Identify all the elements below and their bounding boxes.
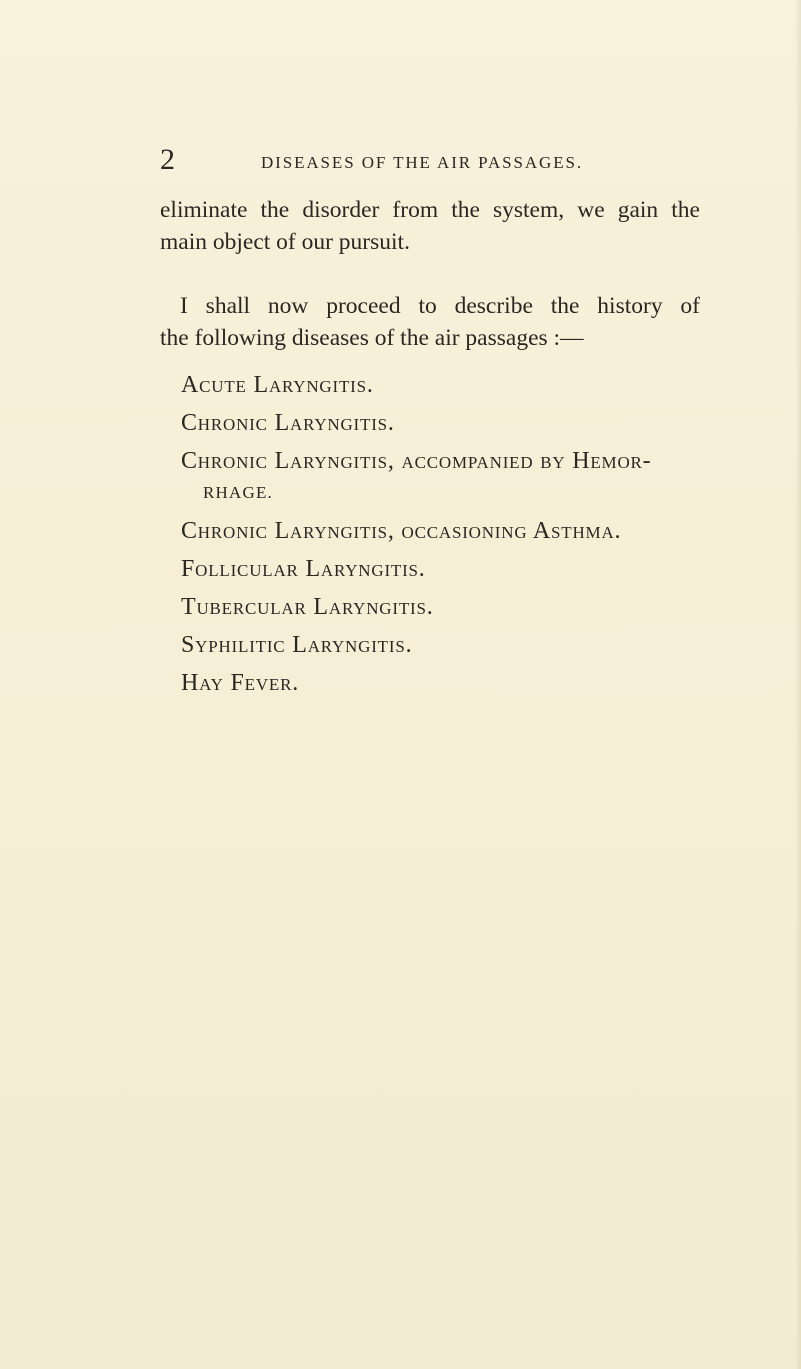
- running-head: DISEASES OF THE AIR PASSAGES.: [261, 153, 583, 172]
- list-item: Chronic Laryngitis.: [181, 410, 395, 436]
- paragraph-line: the following diseases of the air passages :—: [160, 325, 584, 351]
- page-number: 2: [160, 143, 175, 176]
- paragraph-line: eliminate the disorder from the system, we gain the: [160, 197, 700, 223]
- disease-list: [181, 368, 721, 704]
- list-item: Follicular Laryngitis.: [181, 556, 426, 582]
- list-item: Syphilitic Laryngitis.: [181, 632, 413, 658]
- page-header: [0, 143, 801, 176]
- list-item: Tubercular Laryngitis.: [181, 594, 434, 620]
- list-item: Chronic Laryngitis, accompanied by Hemor-: [181, 448, 652, 474]
- paragraph-line: I shall now proceed to describe the history of: [180, 293, 700, 319]
- paragraph-intro: [160, 194, 700, 258]
- list-item: Acute Laryngitis.: [181, 372, 374, 398]
- list-item-continuation: RHAGE.: [203, 483, 274, 502]
- list-item: Hay Fever.: [181, 670, 300, 696]
- paragraph-proceed: [160, 290, 700, 354]
- paragraph-line: main object of our pursuit.: [160, 229, 410, 255]
- list-item: Chronic Laryngitis, occasioning Asthma.: [181, 518, 622, 544]
